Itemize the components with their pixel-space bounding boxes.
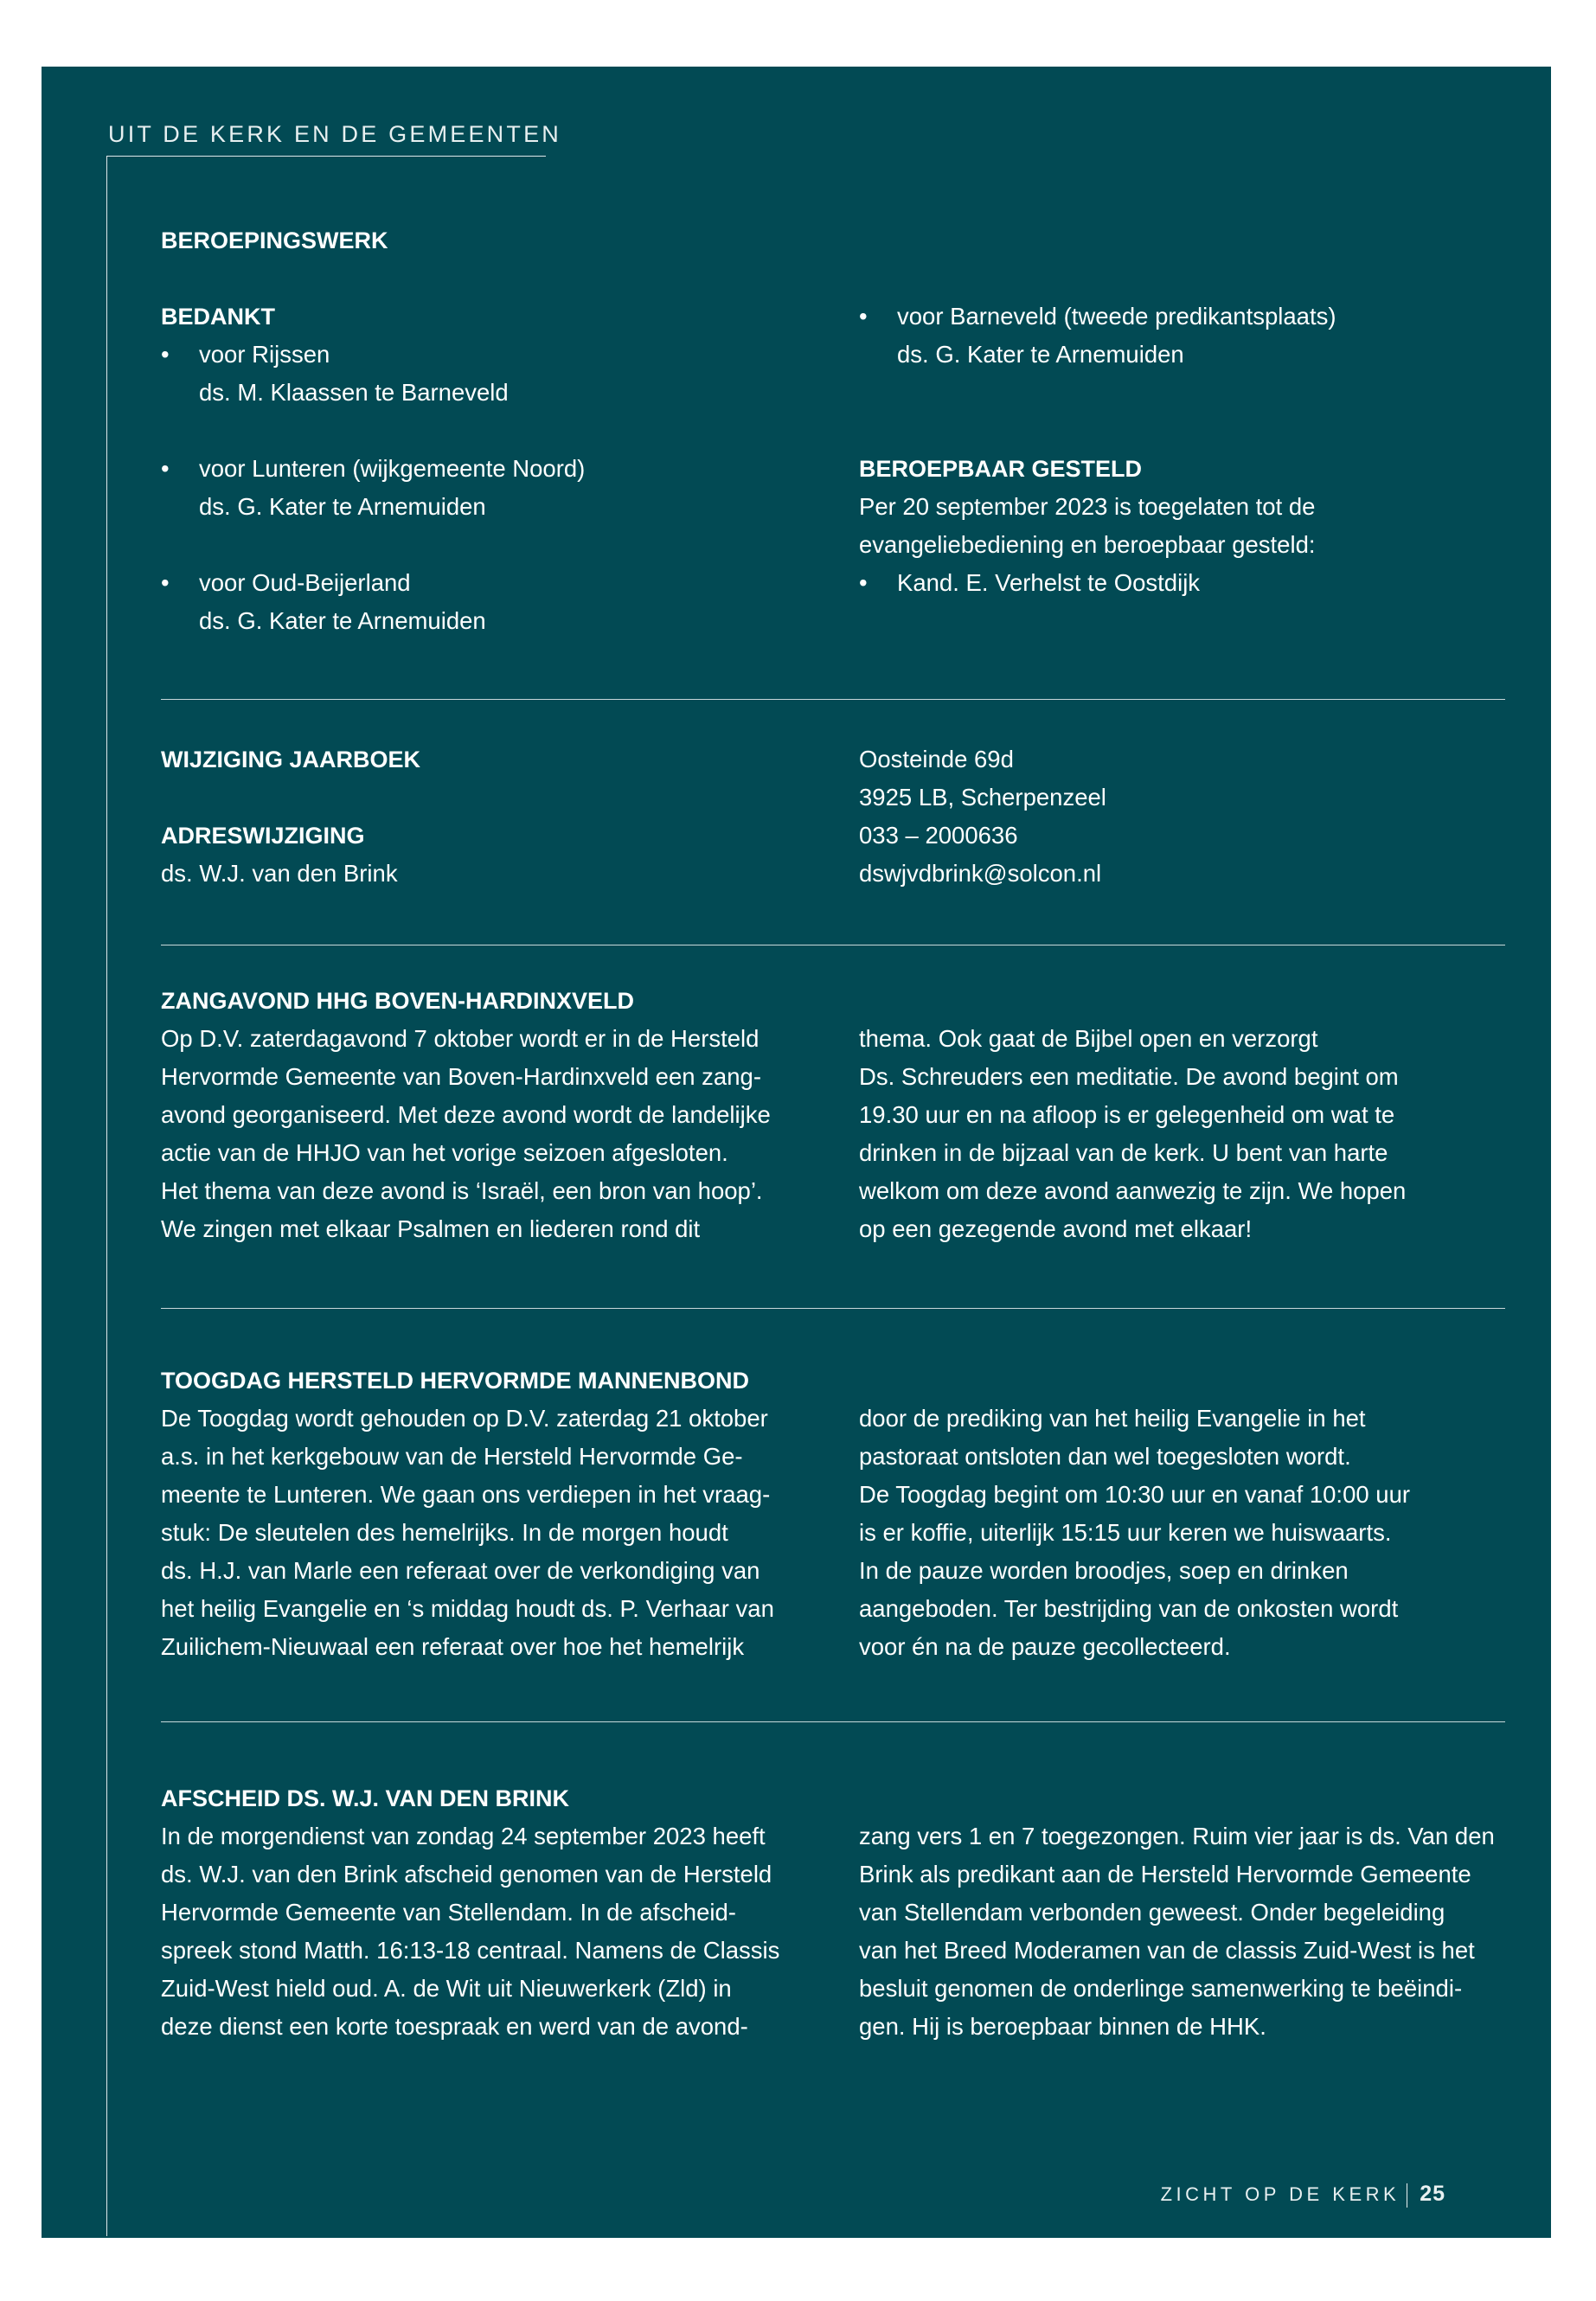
jaarboek-right — [859, 740, 1106, 893]
zangavond-line: 19.30 uur en na afloop is er gelegenheid om wat te — [859, 1101, 1395, 1128]
zangavond-line: Het thema van deze avond is ‘Israël, een bron van hoop’. — [161, 1177, 763, 1204]
afscheid-line: gen. Hij is beroepbaar binnen de HHK. — [859, 2013, 1266, 2040]
beroepingswerk-heading: BEROEPINGSWERK — [161, 228, 388, 253]
adreswijziging-name: ds. W.J. van den Brink — [161, 860, 398, 887]
bullet: • — [161, 455, 170, 482]
afscheid-line: Brink als predikant aan de Hersteld Hervormde Gemeente — [859, 1861, 1471, 1888]
address-line: Oosteinde 69d — [859, 746, 1014, 772]
toogdag-line: ds. H.J. van Marle een referaat over de verkondiging van — [161, 1557, 760, 1584]
zangavond-line: op een gezegende avond met elkaar! — [859, 1215, 1253, 1242]
bedankt-item-place: • voor Oud-Beijerland — [161, 564, 585, 602]
magazine-name: ZICHT OP DE KERK — [1160, 2183, 1401, 2205]
address-line: 3925 LB, Scherpenzeel — [859, 784, 1106, 811]
afscheid-left — [161, 1779, 779, 2046]
toogdag-line: meente te Lunteren. We gaan ons verdiepen in het vraag- — [161, 1481, 771, 1508]
adreswijziging-heading: ADRESWIJZIGING — [161, 823, 365, 849]
zangavond-line: Op D.V. zaterdagavond 7 oktober wordt er in de Hersteld — [161, 1025, 760, 1052]
afscheid-line: In de morgendienst van zondag 24 september 2023 heeft — [161, 1823, 766, 1849]
toogdag-line: stuk: De sleutelen des hemelrijks. In de morgen houdt — [161, 1519, 728, 1546]
zangavond-right — [859, 1020, 1406, 1248]
afscheid-line: besluit genomen de onderlinge samenwerking te beëindi- — [859, 1975, 1463, 2002]
beroepbaar-line: evangeliebediening en beroepbaar gesteld: — [859, 531, 1316, 558]
toogdag-line: Zuilichem-Nieuwaal een referaat over hoe het hemelrijk — [161, 1633, 745, 1660]
beroepbaar-line: Per 20 september 2023 is toegelaten tot de — [859, 493, 1316, 520]
toogdag-right — [859, 1400, 1410, 1666]
zangavond-line: Ds. Schreuders een meditatie. De avond begint om — [859, 1063, 1399, 1090]
email-address: dswjvdbrink@solcon.nl — [859, 860, 1102, 887]
zangavond-line: We zingen met elkaar Psalmen en liederen rond dit — [161, 1215, 701, 1242]
bedankt-item-person: ds. M. Klaassen te Barneveld — [199, 379, 509, 406]
afscheid-heading: AFSCHEID DS. W.J. VAN DEN BRINK — [161, 1785, 570, 1811]
toogdag-line: aangeboden. Ter bestrijding van de onkosten wordt — [859, 1595, 1399, 1622]
bullet: • — [859, 303, 868, 330]
toogdag-line: door de prediking van het heilig Evangelie in het — [859, 1405, 1366, 1432]
page-footer — [1161, 2182, 1445, 2208]
section-divider — [161, 1721, 1505, 1722]
bullet: • — [161, 341, 170, 368]
beroepbaar-heading: BEROEPBAAR GESTELD — [859, 456, 1143, 482]
section-label: UIT DE KERK EN DE GEMEENTEN — [108, 121, 561, 147]
bullet: • — [161, 569, 170, 596]
toogdag-heading: TOOGDAG HERSTELD HERVORMDE MANNENBOND — [161, 1368, 750, 1394]
bedankt-item-place: • voor Rijssen — [161, 336, 585, 374]
afscheid-line: van Stellendam verbonden geweest. Onder begeleiding — [859, 1899, 1445, 1926]
afscheid-line: van het Breed Moderamen van de classis Zuid-West is het — [859, 1937, 1475, 1964]
toogdag-line: pastoraat ontsloten dan wel toegesloten wordt. — [859, 1443, 1351, 1470]
toogdag-left — [161, 1362, 774, 1666]
zangavond-line: drinken in de bijzaal van de kerk. U bent van harte — [859, 1139, 1388, 1166]
afscheid-right — [859, 1817, 1495, 2046]
jaarboek-left — [161, 740, 420, 893]
beroepingswerk-right — [859, 298, 1336, 602]
section-divider — [161, 699, 1505, 700]
section-divider — [161, 1308, 1505, 1309]
toogdag-line: het heilig Evangelie en ‘s middag houdt ds. P. Verhaar van — [161, 1595, 774, 1622]
afscheid-line: spreek stond Matth. 16:13-18 centraal. Namens de Classis — [161, 1937, 780, 1964]
margin-rule — [106, 156, 107, 2236]
afscheid-line: zang vers 1 en 7 toegezongen. Ruim vier jaar is ds. Van den — [859, 1823, 1495, 1849]
beroepingswerk-left — [161, 221, 585, 640]
toogdag-line: De Toogdag begint om 10:30 uur en vanaf 10:00 uur — [859, 1481, 1411, 1508]
bedankt-item-place: • voor Barneveld (tweede predikantsplaats) — [859, 298, 1336, 336]
toogdag-line: a.s. in het kerkgebouw van de Hersteld Hervormde Ge- — [161, 1443, 743, 1470]
afscheid-line: Zuid-West hield oud. A. de Wit uit Nieuwerkerk (Zld) in — [161, 1975, 732, 2002]
zangavond-line: Hervormde Gemeente van Boven-Hardinxveld een zang- — [161, 1063, 761, 1090]
phone-number: 033 – 2000636 — [859, 822, 1018, 849]
bullet: • — [859, 569, 868, 596]
toogdag-line: De Toogdag wordt gehouden op D.V. zaterdag 21 oktober — [161, 1405, 768, 1432]
beroepbaar-item: • Kand. E. Verhelst te Oostdijk — [859, 564, 1336, 602]
zangavond-line: welkom om deze avond aanwezig te zijn. We hopen — [859, 1177, 1407, 1204]
zangavond-line: actie van de HHJO van het vorige seizoen afgesloten. — [161, 1139, 728, 1166]
afscheid-line: Hervormde Gemeente van Stellendam. In de afscheid- — [161, 1899, 736, 1926]
zangavond-left — [161, 982, 771, 1248]
page-number: 25 — [1420, 2182, 1445, 2206]
bedankt-item-person: ds. G. Kater te Arnemuiden — [199, 493, 486, 520]
toogdag-line: voor én na de pauze gecollecteerd. — [859, 1633, 1231, 1660]
bedankt-item-place: • voor Lunteren (wijkgemeente Noord) — [161, 450, 585, 488]
zangavond-heading: ZANGAVOND HHG BOVEN-HARDINXVELD — [161, 988, 635, 1014]
bedankt-item-person: ds. G. Kater te Arnemuiden — [897, 341, 1184, 368]
afscheid-line: ds. W.J. van den Brink afscheid genomen van de Hersteld — [161, 1861, 772, 1888]
bedankt-item-person: ds. G. Kater te Arnemuiden — [199, 607, 486, 634]
toogdag-line: In de pauze worden broodjes, soep en drinken — [859, 1557, 1349, 1584]
zangavond-line: avond georganiseerd. Met deze avond wordt de landelijke — [161, 1101, 771, 1128]
section-label-underline — [106, 156, 546, 157]
afscheid-line: deze dienst een korte toespraak en werd van de avond- — [161, 2013, 748, 2040]
jaarboek-heading: WIJZIGING JAARBOEK — [161, 747, 421, 772]
toogdag-line: is er koffie, uiterlijk 15:15 uur keren we huiswaarts. — [859, 1519, 1392, 1546]
bedankt-heading: BEDANKT — [161, 304, 275, 330]
zangavond-line: thema. Ook gaat de Bijbel open en verzorgt — [859, 1025, 1318, 1052]
